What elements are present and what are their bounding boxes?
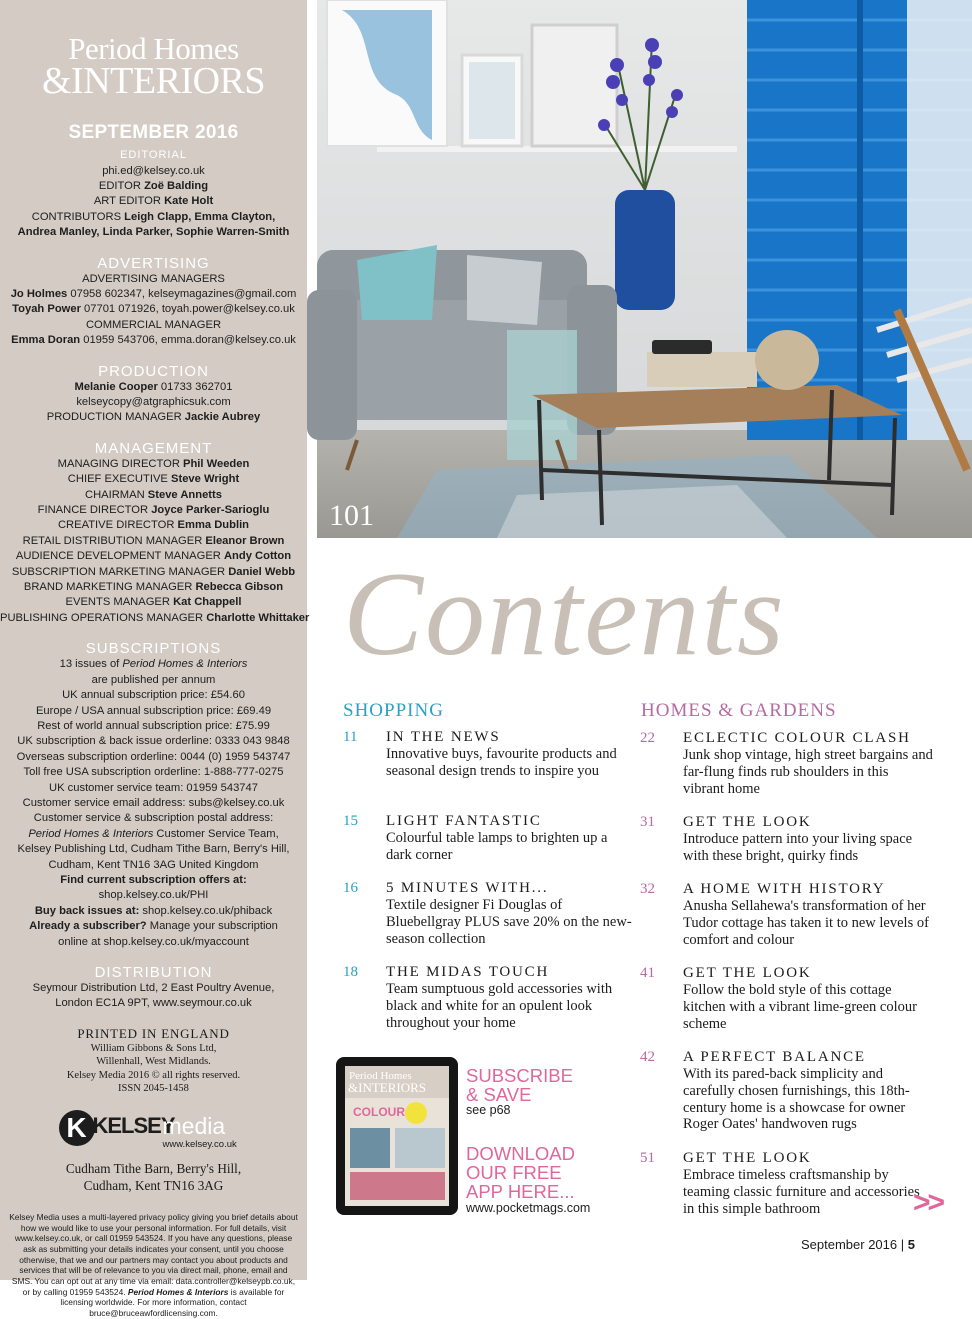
entry-description: Junk shop vintage, high street bargains and far-flung finds rub shoulders in this vibrant home bbox=[683, 747, 933, 797]
back-issues-link[interactable]: shop.kelsey.co.uk/phiback bbox=[142, 904, 273, 917]
entry-title: A HOME WITH HISTORY bbox=[683, 881, 886, 897]
production-contact: Melanie Cooper 01733 362701 bbox=[74, 380, 233, 393]
subs-offers-label: Find current subscription offers at: bbox=[60, 873, 247, 886]
production-email[interactable]: kelseycopy@atgraphicsuk.com bbox=[76, 396, 231, 408]
management-item: CHIEF EXECUTIVE Steve Wright bbox=[67, 473, 240, 486]
printer-line: Willenhall, West Midlands. bbox=[96, 1056, 211, 1068]
subs-orderline: Toll free USA subscription orderline: 1-888-777-0275 bbox=[23, 766, 284, 779]
art-editor-line: ART EDITOR Kate Holt bbox=[93, 195, 214, 208]
commercial-manager-label: COMMERCIAL MANAGER bbox=[85, 318, 222, 331]
entry-title: IN THE NEWS bbox=[386, 729, 501, 745]
cover-headline: COLOUR bbox=[353, 1105, 405, 1119]
subscribe-promo[interactable] bbox=[466, 1066, 573, 1104]
distribution-line: London EC1A 9PT, www.seymour.co.uk bbox=[55, 997, 252, 1010]
management-item: FINANCE DIRECTOR Joyce Parker-Sarioglu bbox=[37, 504, 270, 517]
management-item: MANAGING DIRECTOR Phil Weeden bbox=[57, 457, 250, 470]
page-number: 51 bbox=[640, 1150, 655, 1166]
magazine-cover-illustration bbox=[345, 1066, 449, 1206]
management-heading: MANAGEMENT bbox=[94, 439, 213, 457]
download-line: APP HERE... bbox=[466, 1181, 575, 1202]
management-item: EVENTS MANAGER Kat Chappell bbox=[65, 596, 242, 609]
subs-line: 13 issues of Period Homes & Interiors bbox=[59, 658, 248, 671]
folio-separator: | bbox=[900, 1237, 905, 1252]
folio-date: September 2016 bbox=[801, 1237, 898, 1252]
entry-description: Colourful table lamps to brighten up a dark corner bbox=[386, 830, 608, 863]
kelsey-k-icon: K bbox=[59, 1110, 95, 1146]
page-number: 41 bbox=[640, 965, 655, 981]
subs-line: Period Homes & Interiors Customer Service Team, bbox=[28, 827, 279, 840]
page-number: 31 bbox=[640, 814, 655, 830]
hero-photo bbox=[317, 0, 972, 538]
management-list bbox=[0, 457, 310, 626]
kelsey-wordmark: KELSEY bbox=[92, 1112, 175, 1138]
advertising-heading: ADVERTISING bbox=[97, 254, 210, 272]
management-item: RETAIL DISTRIBUTION MANAGER Eleanor Brown bbox=[22, 534, 285, 547]
entry-title: A PERFECT BALANCE bbox=[683, 1049, 866, 1065]
magazine-logo bbox=[0, 31, 307, 103]
address-line: Cudham Tithe Barn, Berry's Hill, bbox=[65, 1160, 242, 1176]
entry-description: Innovative buys, favourite products and seasonal design trends to inspire you bbox=[386, 746, 617, 779]
entry-title: THE MIDAS TOUCH bbox=[386, 964, 550, 980]
tablet-cover-image[interactable] bbox=[336, 1057, 458, 1215]
distribution-line: Seymour Distribution Ltd, 2 East Poultry Avenue, bbox=[32, 982, 275, 994]
tablet-screen bbox=[345, 1066, 449, 1206]
download-line: OUR FREE bbox=[466, 1162, 562, 1183]
page-number: 15 bbox=[343, 813, 358, 829]
subs-orderline: UK subscription & back issue orderline: 0333 043 9848 bbox=[17, 735, 290, 748]
subs-line: Customer service & subscription postal address: bbox=[33, 812, 274, 825]
page-number: 22 bbox=[640, 730, 655, 746]
editorial-heading: EDITORIAL bbox=[120, 148, 187, 161]
subs-price-uk: UK annual subscription price: £54.60 bbox=[62, 689, 245, 702]
subscribe-line: & SAVE bbox=[466, 1084, 532, 1105]
issn-line: ISSN 2045-1458 bbox=[118, 1083, 189, 1095]
subs-line: are published per annum bbox=[91, 673, 216, 686]
subscriptions-heading: SUBSCRIPTIONS bbox=[85, 640, 222, 658]
publisher-address bbox=[0, 1160, 307, 1194]
entry-title: GET THE LOOK bbox=[683, 965, 812, 981]
advertising-contact: Jo Holmes 07958 602347, kelseymagazines@gmail.com bbox=[10, 287, 297, 300]
printed-heading: PRINTED IN ENGLAND bbox=[77, 1025, 230, 1041]
contributors-line-2: Andrea Manley, Linda Parker, Sophie Warren-Smith bbox=[17, 226, 290, 239]
copyright-line: Kelsey Media 2016 © all rights reserved. bbox=[66, 1069, 241, 1081]
shopping-heading: SHOPPING bbox=[343, 700, 444, 721]
subs-price-eu: Europe / USA annual subscription price: £69.49 bbox=[35, 704, 272, 717]
cover-title-line-1: Period Homes bbox=[349, 1070, 412, 1082]
page-number: 16 bbox=[343, 880, 358, 896]
address-line: Cudham, Kent TN16 3AG bbox=[83, 1177, 224, 1193]
entry-description: Follow the bold style of this cottage kitchen with a vibrant lime-green colour scheme bbox=[683, 982, 917, 1032]
privacy-notice: Kelsey Media uses a multi-layered privacy policy giving you brief details about how we would like to use your personal information. For full details, visit www.kelsey.co.uk, or call 01959 543524. If you have any questions, please ask as submitting your details indicates your consent, until you choose otherwise, that we and our partners may contact you about products and services that will be of relevance to you via direct mail, phone, email and SMS. You can opt out at any time via email: data.controller@kelseypb.co.uk, or by calling 01959 543524. Period Homes & Interiors is available for licensing worldwide. For more information, contact bruce@bruceawfordlicensing.com. bbox=[9, 1211, 298, 1319]
back-issues-line: Buy back issues at: shop.kelsey.co.uk/phiback bbox=[34, 904, 273, 917]
subs-email: Customer service email address: subs@kelsey.co.uk bbox=[22, 796, 285, 809]
folio-page-number: 5 bbox=[907, 1237, 915, 1252]
logo-line-1: Period Homes bbox=[68, 31, 239, 66]
advertising-contact: Emma Doran 01959 543706, emma.doran@kelsey.co.uk bbox=[11, 334, 296, 347]
kelsey-media-word: media bbox=[162, 1112, 226, 1139]
masthead-sidebar bbox=[0, 0, 310, 1319]
distribution-heading: DISTRIBUTION bbox=[94, 964, 213, 981]
hero-page-reference[interactable]: 101 bbox=[329, 499, 374, 532]
next-page-arrows-icon[interactable]: >> bbox=[913, 1186, 943, 1219]
management-item: BRAND MARKETING MANAGER Rebecca Gibson bbox=[23, 581, 284, 594]
advertising-contact: Toyah Power 07701 071926, toyah.power@kelsey.co.uk bbox=[12, 303, 295, 316]
printer-block bbox=[0, 1026, 307, 1096]
entry-title: GET THE LOOK bbox=[683, 1150, 812, 1166]
page-number: 32 bbox=[640, 881, 655, 897]
page-number: 42 bbox=[640, 1049, 655, 1065]
subs-line: Kelsey Publishing Ltd, Cudham Tithe Barn, Berry's Hill, bbox=[17, 843, 290, 856]
logo-line-2: &INTERIORS bbox=[42, 60, 265, 103]
entry-description: Anusha Sellahewa's transformation of her Tudor cottage has taken it to new levels of comfort and colour bbox=[683, 898, 929, 948]
download-line: DOWNLOAD bbox=[466, 1143, 575, 1164]
kelsey-media-logo bbox=[59, 1110, 249, 1152]
entry-description: Embrace timeless craftsmanship by teaming classic furniture and accessories in this simple bathroom bbox=[683, 1167, 920, 1217]
page-number: 11 bbox=[343, 729, 358, 745]
editorial-email[interactable]: phi.ed@kelsey.co.uk bbox=[102, 164, 205, 177]
kelsey-url[interactable]: www.kelsey.co.uk bbox=[162, 1138, 237, 1150]
entry-description: Textile designer Fi Douglas of Bluebellgray PLUS save 20% on the new-season collection bbox=[386, 897, 632, 947]
issue-date: SEPTEMBER 2016 bbox=[68, 121, 239, 143]
management-item: CHAIRMAN Steve Annetts bbox=[85, 488, 222, 501]
management-item: CREATIVE DIRECTOR Emma Dublin bbox=[57, 519, 250, 532]
advertising-managers-label: ADVERTISING MANAGERS bbox=[82, 272, 225, 285]
contents-title: Contents bbox=[343, 547, 786, 680]
subscriber-line: Already a subscriber? Manage your subscription bbox=[29, 920, 278, 933]
management-item: AUDIENCE DEVELOPMENT MANAGER Andy Cotton bbox=[15, 550, 292, 563]
management-item: SUBSCRIPTION MARKETING MANAGER Daniel Webb bbox=[11, 565, 296, 578]
subs-offers-link[interactable]: shop.kelsey.co.uk/PHI bbox=[98, 889, 209, 902]
entry-description: Team sumptuous gold accessories with black and white for an opulent look throughout your home bbox=[386, 981, 613, 1031]
entry-title: 5 MINUTES WITH... bbox=[386, 880, 549, 896]
myaccount-link[interactable]: online at shop.kelsey.co.uk/myaccount bbox=[58, 935, 249, 948]
subs-price-row: Rest of world annual subscription price: £75.99 bbox=[37, 719, 270, 732]
entry-title: GET THE LOOK bbox=[683, 814, 812, 830]
editor-line: EDITOR Zoë Balding bbox=[98, 179, 209, 192]
subs-line: UK customer service team: 01959 543747 bbox=[49, 781, 258, 794]
subs-line: Cudham, Kent TN16 3AG United Kingdom bbox=[48, 858, 259, 871]
cover-title-line-2: &INTERIORS bbox=[348, 1080, 426, 1095]
living-room-illustration bbox=[317, 0, 972, 538]
subscribe-line: SUBSCRIBE bbox=[466, 1065, 573, 1086]
production-manager-line: PRODUCTION MANAGER Jackie Aubrey bbox=[46, 411, 261, 424]
homes-gardens-heading: HOMES & GARDENS bbox=[641, 700, 837, 721]
printer-line: William Gibbons & Sons Ltd, bbox=[90, 1042, 217, 1054]
management-item: PUBLISHING OPERATIONS MANAGER Charlotte Whittaker bbox=[0, 611, 310, 624]
pocketmags-link[interactable]: www.pocketmags.com bbox=[466, 1201, 591, 1215]
download-app-promo[interactable] bbox=[466, 1144, 575, 1201]
page-number: 18 bbox=[343, 964, 358, 980]
entry-title: ECLECTIC COLOUR CLASH bbox=[683, 730, 911, 746]
contributors-line: CONTRIBUTORS Leigh Clapp, Emma Clayton, bbox=[31, 210, 276, 223]
subs-orderline: Overseas subscription orderline: 0044 (0) 1959 543747 bbox=[16, 750, 291, 763]
entry-title: LIGHT FANTASTIC bbox=[386, 813, 542, 829]
production-heading: PRODUCTION bbox=[98, 362, 209, 380]
page-folio bbox=[801, 1237, 915, 1252]
entry-description: Introduce pattern into your living space with these bright, quirky finds bbox=[683, 831, 913, 864]
subscribe-page-reference: see p68 bbox=[466, 1103, 511, 1117]
entry-description: With its pared-back simplicity and carefully chosen furnishings, this 18th-century home is a showcase for owner Roger Oates' handwoven rugs bbox=[683, 1066, 910, 1133]
